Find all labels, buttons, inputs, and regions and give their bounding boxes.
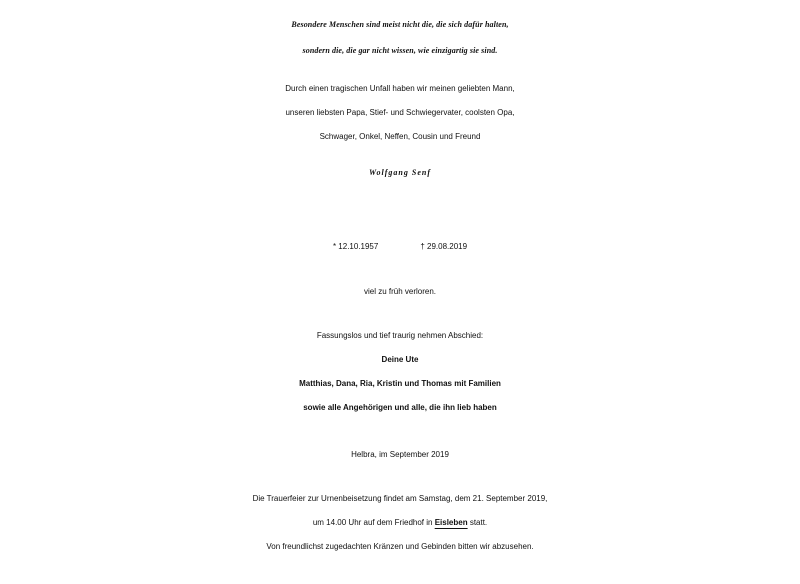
intro-line-1: Durch einen tragischen Unfall haben wir meinen geliebten Mann, — [285, 84, 515, 93]
remark-text: viel zu früh verloren. — [363, 287, 437, 296]
quote-line-1: Besondere Menschen sind meist nicht die, die sich dafür halten, — [291, 20, 509, 29]
birth-date: * 12.10.1957 — [332, 242, 379, 251]
ceremony-line-2 — [0, 518, 800, 527]
farewell-line-1: Deine Ute — [381, 355, 419, 364]
farewell-line-2: Matthias, Dana, Ria, Kristin und Thomas mit Familien — [299, 379, 501, 388]
farewell-intro: Fassungslos und tief traurig nehmen Abschied: — [316, 331, 484, 340]
ceremony-line-2-end: statt. — [467, 518, 488, 527]
ceremony-line-1: Die Trauerfeier zur Urnenbeisetzung findet am Samstag, dem 21. September 2019, — [252, 494, 548, 503]
ceremony-place: Eisleben — [434, 518, 468, 527]
farewell-line-3: sowie alle Angehörigen und alle, die ihn lieb haben — [303, 403, 497, 412]
quote-line-2: sondern die, die gar nicht wissen, wie einzigartig sie sind. — [302, 46, 498, 55]
intro-line-3: Schwager, Onkel, Neffen, Cousin und Freund — [319, 132, 481, 141]
death-date: † 29.08.2019 — [420, 242, 468, 251]
ceremony-line-2-start: um 14.00 Uhr auf dem Friedhof in — [312, 518, 435, 527]
place-date: Helbra, im September 2019 — [351, 450, 449, 459]
deceased-name: Wolfgang Senf — [369, 168, 431, 177]
life-dates — [0, 242, 800, 251]
ceremony-line-3: Von freundlichst zugedachten Kränzen und Gebinden bitten wir abzusehen. — [266, 542, 534, 551]
intro-line-2: unseren liebsten Papa, Stief- und Schwiegervater, coolsten Opa, — [285, 108, 515, 117]
